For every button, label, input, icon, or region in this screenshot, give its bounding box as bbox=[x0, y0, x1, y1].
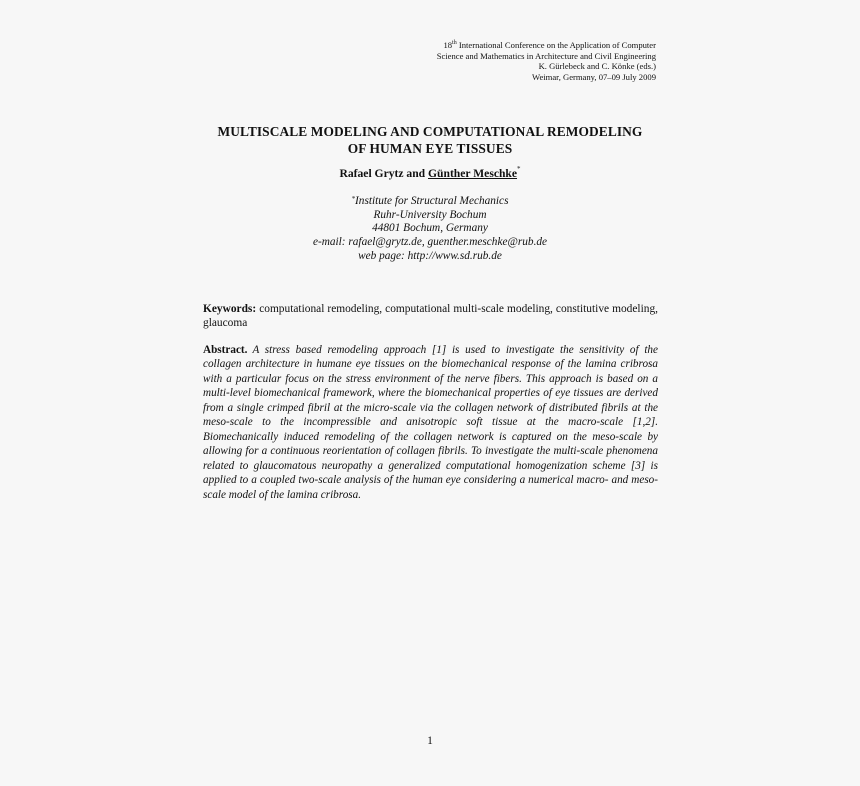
keywords-label: Keywords: bbox=[203, 303, 257, 315]
university-line: Ruhr-University Bochum bbox=[373, 208, 487, 221]
page-number: 1 bbox=[427, 735, 433, 747]
abstract-section bbox=[203, 343, 658, 502]
keywords-section bbox=[203, 302, 658, 330]
author-affiliation-marker: * bbox=[517, 165, 521, 173]
author-list bbox=[195, 167, 665, 180]
editors-line: K. Gürlebeck and C. Könke (eds.) bbox=[538, 61, 656, 72]
city-line: 44801 Bochum, Germany bbox=[372, 222, 488, 235]
venue-date-line: Weimar, Germany, 07–09 July 2009 bbox=[532, 71, 656, 82]
keywords-text: computational remodeling, computational multi-scale modeling, constitutive modeling, glaucoma bbox=[203, 303, 658, 330]
title-line-1: MULTISCALE MODELING AND COMPUTATIONAL REMODELING bbox=[217, 124, 643, 139]
abstract-label: Abstract. bbox=[203, 344, 248, 356]
email-line: e-mail: rafael@grytz.de, guenther.meschke@rub.de bbox=[312, 236, 548, 249]
conference-line-1: 18th International Conference on the Application of Computer bbox=[443, 40, 656, 50]
conference-header bbox=[336, 40, 656, 82]
affiliation-block bbox=[195, 195, 665, 264]
author-meschke: Günther Meschke bbox=[428, 167, 518, 180]
conference-line-2: Science and Mathematics in Architecture and Civil Engineering bbox=[436, 50, 656, 61]
paper-title bbox=[195, 124, 665, 157]
institute-line: *Institute for Structural Mechanics bbox=[351, 195, 509, 207]
abstract-text: A stress based remodeling approach [1] is used to investigate the sensitivity of the collagen architecture in humane eye tissues on the biomechanical response of the lamina cribrosa with a particular focus on the stress environment of the nerve fibers. This approach is based on a multi-level biomechanical framework, where the biomechanical properties of eye tissues are derived from a single crimped fibril at the micro-scale via the collagen network of distributed fibrils at the meso-scale to the incompressible and anisotropic soft tissue at the macro-scale [1,2]. Biomechanically induced remodeling of the collagen network is captured on the meso-scale by allowing for a continuous reorientation of collagen fibrils. To investigate the multi-scale phenomena related to glaucomatous neuropathy a generalized computational homogenization scheme [3] is applied to a coupled two-scale analysis of the human eye considering a numerical macro- and meso-scale model of the lamina cribrosa. bbox=[203, 344, 658, 501]
author-grytz: Rafael Grytz and bbox=[339, 167, 429, 180]
web-page-line: web page: http://www.sd.rub.de bbox=[358, 249, 502, 262]
title-line-2: OF HUMAN EYE TISSUES bbox=[347, 140, 513, 156]
